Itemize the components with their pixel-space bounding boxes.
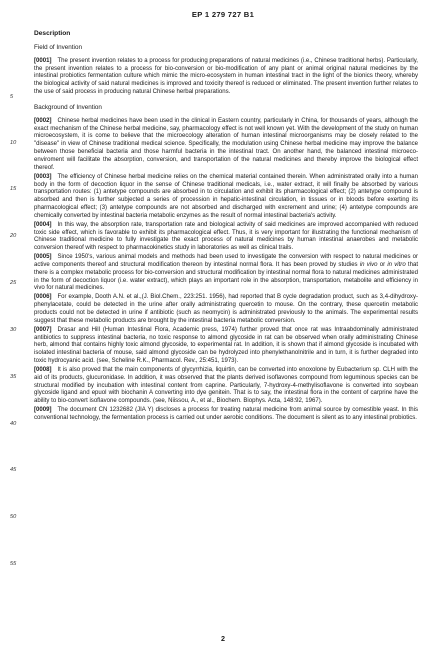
paragraph-number: [0007] — [34, 326, 52, 333]
paragraph-text: The document CN 1232682 (JIA Y) discloses a process for treating natural medicine from animal source by comestible yeast. In this conventional technology, the fermentation process is carried out under aerobic conditions. The document is silent as to any intestinal probiotics. — [34, 407, 418, 421]
line-number: 55 — [10, 561, 17, 567]
paragraph-number: [0002] — [34, 117, 52, 124]
line-number: 35 — [10, 374, 17, 380]
field-of-invention-heading: Field of Invention — [34, 43, 82, 51]
paragraph-0004 — [34, 222, 418, 253]
patent-number-header: EP 1 279 727 B1 — [191, 10, 255, 19]
paragraph-0006 — [34, 294, 418, 325]
paragraph-text: or — [377, 261, 388, 268]
line-number: 10 — [10, 140, 17, 146]
line-number: 45 — [10, 467, 17, 473]
paragraph-text: Since 1950's, various animal models and methods had been used to investigate the conversion with respect to natural medicines or active components thereof and structural modification thereon by intestinal normal flora. It has been proved by studies — [34, 254, 418, 268]
paragraph-number: [0005] — [34, 254, 52, 261]
paragraph-number: [0001] — [34, 57, 52, 64]
paragraph-0001 — [34, 58, 418, 97]
paragraph-text: The efficiency of Chinese herbal medicine relies on the chemical material contained therein. When administrated orally into a human body in the form of decoction liquor in the sense of Chinese traditional medicals, i.e., water extract, it will finally be absorbed by various transportation routes: (1) antetype compounds are absorbed in to circulation and exhibit its pharmacological effect; (2) antetype compound is absorbed and then is further subjected a series of procession in hepatic-intestinal circulation, in tissues or in bloods before exerting its pharmacological effect; (3) antetype compounds are not absorbed and discharged with excrement and urine; (4) antetype compounds are chemically converted by intestinal bacteria metabolic enzymes as the result of normal intestinal bacteria's activity. — [34, 173, 418, 219]
paragraph-0003 — [34, 174, 418, 221]
paragraph-0002 — [34, 118, 418, 173]
line-number: 25 — [10, 280, 17, 286]
line-number: 20 — [10, 233, 17, 239]
paragraph-text: The present invention relates to a process for producing preparations of natural medicines (i.e., Chinese traditional herbs). Particularly, the present invention relates to a process for bio-conversion or bio-modification of any plant or animal original natural medicines by the intestinal probiotics fermentation culture which mimic the micro-ecosystem in human intestinal tract in the light of the bionics theory, whereby the biological activity of said natural medicines is improved and toxicity thereof is reduced or eliminated. The present invention further relates to the use of said process in producing natural Chinese herbal preparations. — [34, 57, 418, 96]
in-vitro-term: in vitro — [387, 261, 406, 268]
paragraph-0009 — [34, 407, 418, 423]
paragraph-text: Drasar and Hill (Human Intestinal Flora, Academic press, 1974) further proved that once rat was Intraabdominally administrated antibiotics to suppress intestinal bacteria, no toxic response to almond glycoside in rat can be observed when orally administrating Chinese herb, almond that contains highly toxic almond glycoside, to experimental rat. In addition, it is shown that if almond glycoside is incubated with isolated intestinal bacteria of mouse, said almond glycoside can be hydrolyzed into phenylethanolnitrile and in turn, it is further degraded into toxic hydrocyanic acid. (see, Scheline R.K., Pharmacol. Rev., 25:451, 1973). — [34, 326, 418, 365]
paragraph-text: It is also proved that the main components of glycyrrhizia, liquirtin, can be converted into enoxolone by Eubacterium sp. CLH with the aid of its products, glucuronidase. In addition, it was observed that the plants derived isoflavones compound from leguminous species can be structural modified by incubation with intestinal content from caprine. Particularly, 7-hydroxy-4-methylisoflavone is converted into soybean glycoside ligand and epuol with biochanin A converting into dye genitein. That is to say, the intestinal flora in the content of carprine have the ability to bio-convert isoflavone compounds. (see, Niissou, A., et al., Biochem. Biophys. Acta, 148:92, 1967). — [34, 366, 418, 405]
paragraph-number: [0009] — [34, 407, 52, 414]
line-number: 5 — [10, 94, 14, 100]
paragraph-number: [0008] — [34, 366, 52, 373]
background-heading: Background of Invention — [34, 103, 102, 111]
line-number: 50 — [10, 514, 17, 520]
paragraph-number: [0006] — [34, 294, 52, 301]
paragraph-0008 — [34, 367, 418, 406]
paragraph-text: For example, Dooth A.N. et al.,(J. Biol.Chem., 223:251. 1956), had reported that B cycle degradation product, such as 3,4-dihydroxy-phenylacetate, could be detected in the urine after orally administrating quercetin to mouse. On the contrary, these quercetin metabolic products could not be detected in urine if antibiotic (such as neomycin) is administrated previously to the animals. The experimental results suggest that these metabolic products are brought by the intestinal bacteria metabolic conversion. — [34, 294, 418, 324]
line-number: 30 — [10, 327, 17, 333]
paragraph-number: [0003] — [34, 173, 52, 180]
paragraph-text: Chinese herbal medicines have been used in the clinical in Eastern country, particularly in China, for thousands of years, although the exact mechanism of the Chinese herbal medicine, say, pharmacology effect is not well known yet. With the development of the study on human microecosystem, it is come to believe that the microecology alteration of human intestinal microorganisms may be closely related to the "disease" in view of Chinese traditional medical science. Specifically, the modulation using Chinese herbal medicine may improve the balance between those beneficial bacteria and those harmful bacteria in the intestinal tract. On another hand, the balanced intestinal microeco- enviroment will facilitate the absorption, conversion, and transportation of the natural medicines and thereby improve the biological effect thereof. — [34, 117, 418, 171]
line-number: 40 — [10, 421, 17, 427]
description-heading: Description — [34, 30, 71, 37]
paragraph-0007 — [34, 327, 418, 366]
in-vivo-term: in vivo — [359, 261, 378, 268]
line-number: 15 — [10, 186, 17, 192]
paragraph-text: that there is a complex metabolic process for bio-conversion and structural modification by intestinal normal flora to natural medicines administrated in the form of decoction liquor (i.e. water extract), which plays an important role in the absorption, transportation, metabolite and efficiency in vivo for natural medicines. — [34, 261, 418, 292]
paragraph-0005 — [34, 254, 418, 293]
paragraph-text: In this way, the absorption rate, transportation rate and biological activity of said medicines are improved accompanied with reduced toxic side effect, which is favorable to exhibit its pharmacological effect. Thus, it is very important for illustrating the functional mechanism of Chinese traditional medicine to fully investigate the exact process of natural medicines by human intestinal anaerobes and metabolic conversion thereof with respect to pharmacokinetics study in laboratories as well as clinical trails. — [34, 221, 418, 252]
document-body — [34, 30, 418, 424]
page-number: 2 — [221, 634, 225, 643]
paragraph-number: [0004] — [34, 221, 52, 228]
